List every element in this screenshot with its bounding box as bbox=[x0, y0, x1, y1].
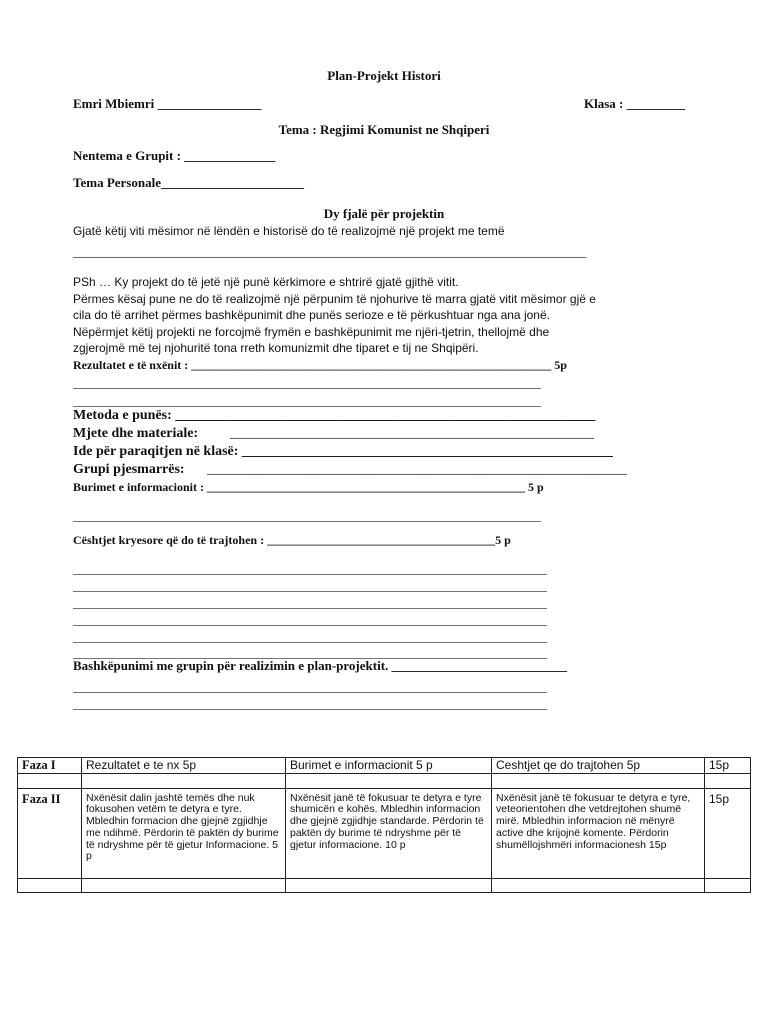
group-participants-label: Grupi pjesmarrës: bbox=[73, 462, 185, 477]
intro-paragraph-line: zgjerojmë më tej njohuritë tona rreth komunizmit dhe tiparet e tij ne Shqipëri. bbox=[73, 341, 479, 355]
group-participants-line[interactable]: ____________________________________________________________ bbox=[207, 462, 627, 477]
page-title: Plan-Projekt Histori bbox=[327, 68, 441, 83]
phase-cell: Faza I bbox=[18, 758, 82, 774]
personal-topic-field[interactable]: Tema Personale______________________ bbox=[73, 175, 304, 190]
collaboration-field[interactable]: Bashkëpunimi me grupin për realizimin e plan-projektit. ___________________________ bbox=[73, 658, 568, 673]
table-cell: Nxënësit janë të fokusuar te detyra e tyre, veteorientohen dhe vetdrejtohen shumë mirë. Mbledhin informacion në mënyrë active dhe krijojnë komente. Përdorin shumëllojshmëri informacionesh 15p bbox=[492, 788, 705, 878]
score-cell: 15p bbox=[705, 788, 751, 878]
results-line[interactable]: ______________________________________________________________________________ bbox=[73, 394, 541, 408]
sources-line[interactable]: ______________________________________________________________________________ bbox=[73, 509, 541, 523]
empty-cell[interactable] bbox=[286, 773, 492, 788]
empty-cell[interactable] bbox=[82, 773, 286, 788]
intro-paragraph-line: cila do të arrihet përmes bashkëpunimit dhe punës serioze e të përkushtuar nga ana jonë. bbox=[73, 308, 550, 322]
intro-blank-line[interactable]: _______________________________________________________________________________ bbox=[73, 244, 587, 259]
table-cell: Nxënësit janë të fokusuar te detyra e tyre shumicën e kohës. Mbledhin informacion dhe gjejnë zgjidhje standarde. Përdorin të paktën dy burime të ndryshme për të gjetur informacione. 10 p bbox=[286, 788, 492, 878]
issues-field[interactable]: Cështjet kryesore që do të trajtohen : ______________________________________5 p bbox=[73, 533, 511, 547]
issues-line[interactable]: _______________________________________________________________________________ bbox=[73, 596, 547, 610]
score-cell: 15p bbox=[705, 758, 751, 774]
results-line[interactable]: ______________________________________________________________________________ bbox=[73, 376, 541, 390]
topic-heading: Tema : Regjimi Komunist ne Shqiperi bbox=[278, 122, 490, 137]
empty-cell[interactable] bbox=[82, 878, 286, 892]
empty-cell[interactable] bbox=[286, 878, 492, 892]
tools-label: Mjete dhe materiale: bbox=[73, 426, 199, 441]
results-field[interactable]: Rezultatet e të nxënit : ____________________________________________________________ 5p bbox=[73, 358, 567, 372]
assessment-table bbox=[17, 757, 751, 893]
group-subtopic-field[interactable]: Nentema e Grupit : ______________ bbox=[73, 148, 276, 163]
empty-cell[interactable] bbox=[705, 773, 751, 788]
ideas-field[interactable]: Ide për paraqitjen në klasë: _____________________________________________________ bbox=[73, 444, 613, 459]
empty-cell[interactable] bbox=[705, 878, 751, 892]
empty-cell[interactable] bbox=[492, 878, 705, 892]
issues-line[interactable]: _______________________________________________________________________________ bbox=[73, 562, 547, 576]
collaboration-line[interactable]: _______________________________________________________________________________ bbox=[73, 697, 547, 711]
issues-line[interactable]: _______________________________________________________________________________ bbox=[73, 579, 547, 593]
table-cell: Nxënësit dalin jashtë temës dhe nuk fokusohen vetëm te detyra e tyre. Mbledhin formacion dhe gjejnë zgjidhje me ndihmë. Përdorin të paktën dy burime të ndryshme për të gjetur Informacione. 5 p bbox=[82, 788, 286, 878]
name-field[interactable]: Emri Mbiemri ________________ bbox=[73, 96, 262, 111]
empty-cell[interactable] bbox=[492, 773, 705, 788]
sources-field[interactable]: Burimet e informacionit : _____________________________________________________ 5 p bbox=[73, 480, 544, 494]
intro-paragraph-line: PSh … Ky projekt do të jetë një punë kërkimore e shtrirë gjatë gjithë vitit. bbox=[73, 275, 459, 289]
table-cell: Rezultatet e te nx 5p bbox=[82, 758, 286, 774]
issues-line[interactable]: _______________________________________________________________________________ bbox=[73, 630, 547, 644]
intro-paragraph-line: Përmes kësaj pune ne do të realizojmë një përpunim të njohurive të marra gjatë vitit mësimor gjë e bbox=[73, 292, 596, 306]
intro-paragraph-line: Nëpërmjet këtij projekti ne forcojmë frymën e bashkëpunimit me njëri-tjetrin, thellojmë dhe bbox=[73, 325, 550, 339]
table-cell: Burimet e informacionit 5 p bbox=[286, 758, 492, 774]
table-row bbox=[18, 758, 751, 774]
phase-cell: Faza II bbox=[18, 788, 82, 878]
tools-line[interactable]: ____________________________________________________ bbox=[230, 426, 594, 441]
table-cell: Ceshtjet qe do trajtohen 5p bbox=[492, 758, 705, 774]
empty-cell[interactable] bbox=[18, 878, 82, 892]
intro-line: Gjatë këtij viti mësimor në lëndën e historisë do të realizojmë një projekt me temë bbox=[73, 224, 505, 238]
issues-line[interactable]: _______________________________________________________________________________ bbox=[73, 613, 547, 627]
table-row-empty bbox=[18, 878, 751, 892]
collaboration-line[interactable]: _______________________________________________________________________________ bbox=[73, 680, 547, 694]
class-field[interactable]: Klasa : _________ bbox=[584, 96, 686, 111]
issues-line[interactable]: _______________________________________________________________________________ bbox=[73, 646, 547, 660]
table-row bbox=[18, 788, 751, 878]
table-row-empty bbox=[18, 773, 751, 788]
empty-cell[interactable] bbox=[18, 773, 82, 788]
intro-heading: Dy fjalë për projektin bbox=[323, 206, 445, 221]
method-field[interactable]: Metoda e punës: ____________________________________________________________ bbox=[73, 408, 596, 423]
